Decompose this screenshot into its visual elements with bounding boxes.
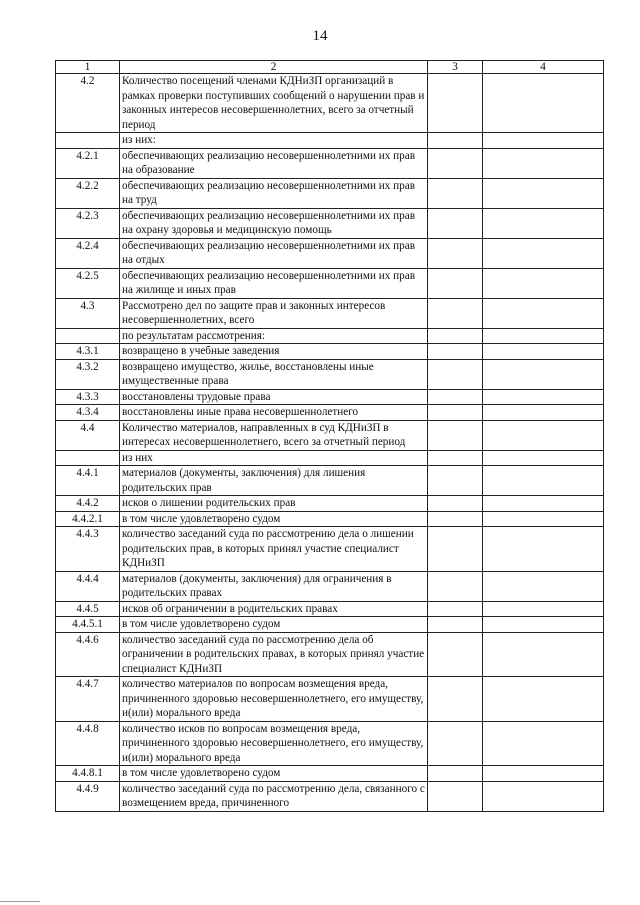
row-number: 4.4.2 [56,496,120,512]
row-number: 4.3 [56,298,120,328]
row-indicator-text: восстановлены иные права несовершеннолетнего [120,405,428,421]
row-value-col3 [428,268,483,298]
row-value-col3 [428,617,483,633]
row-number: 4.3.3 [56,389,120,405]
row-number: 4.4.8.1 [56,766,120,782]
row-indicator-text: обеспечивающих реализацию несовершеннолетними их прав на жилище и иных прав [120,268,428,298]
row-value-col4 [483,344,604,360]
column-header-4: 4 [483,61,604,74]
row-value-col4 [483,617,604,633]
column-header-3: 3 [428,61,483,74]
row-number: 4.2 [56,74,120,133]
row-indicator-text: количество заседаний суда по рассмотрению дела о лишении родительских прав, в которых принял участие специалист КДНиЗП [120,527,428,572]
row-value-col3 [428,766,483,782]
table-row [56,238,604,268]
table-row [56,389,604,405]
row-number: 4.3.1 [56,344,120,360]
table-body [56,74,604,812]
row-number: 4.4.4 [56,571,120,601]
row-indicator-text: возвращено в учебные заведения [120,344,428,360]
table-row [56,405,604,421]
row-indicator-text: количество заседаний суда по рассмотрению дела об ограничении в родительских правах, в которых принял участие специалист КДНиЗП [120,632,428,677]
table-row [56,208,604,238]
row-number: 4.2.5 [56,268,120,298]
row-number: 4.4.2.1 [56,511,120,527]
row-number: 4.3.4 [56,405,120,421]
row-number: 4.2.1 [56,148,120,178]
row-indicator-text: возвращено имущество, жилье, восстановлены иные имущественные права [120,359,428,389]
row-number: 4.4.3 [56,527,120,572]
table-row [56,133,604,149]
row-value-col3 [428,601,483,617]
table-row [56,766,604,782]
row-value-col4 [483,601,604,617]
row-value-col3 [428,721,483,766]
row-value-col3 [428,571,483,601]
row-indicator-text: в том числе удовлетворено судом [120,511,428,527]
table-row [56,148,604,178]
column-header-2: 2 [120,61,428,74]
row-number: 4.4.6 [56,632,120,677]
row-indicator-text: количество материалов по вопросам возмещения вреда, причиненного здоровью несовершеннолетнего, его имуществу, и(или) морального вреда [120,677,428,722]
table-row [56,74,604,133]
row-value-col3 [428,405,483,421]
row-number: 4.4.8 [56,721,120,766]
row-indicator-text: в том числе удовлетворено судом [120,766,428,782]
table-row [56,721,604,766]
row-value-col4 [483,466,604,496]
row-number: 4.3.2 [56,359,120,389]
row-number: 4.2.2 [56,178,120,208]
row-value-col3 [428,632,483,677]
row-indicator-text: исков об ограничении в родительских правах [120,601,428,617]
row-value-col3 [428,74,483,133]
row-value-col4 [483,359,604,389]
row-number: 4.4.5 [56,601,120,617]
row-indicator-text: исков о лишении родительских прав [120,496,428,512]
table-row [56,420,604,450]
column-header-1: 1 [56,61,120,74]
row-value-col4 [483,389,604,405]
row-value-col3 [428,148,483,178]
row-indicator-text: материалов (документы, заключения) для лишения родительских прав [120,466,428,496]
table-row [56,527,604,572]
row-number: 4.4 [56,420,120,450]
row-indicator-text: количество заседаний суда по рассмотрению дела, связанного с возмещением вреда, причиненного [120,781,428,811]
table-row [56,781,604,811]
row-value-col4 [483,677,604,722]
table-row [56,632,604,677]
row-value-col4 [483,298,604,328]
row-value-col3 [428,208,483,238]
row-number: 4.4.9 [56,781,120,811]
row-value-col3 [428,677,483,722]
row-value-col3 [428,420,483,450]
row-value-col3 [428,511,483,527]
table-row [56,268,604,298]
row-number: 4.2.4 [56,238,120,268]
row-value-col3 [428,466,483,496]
row-value-col4 [483,632,604,677]
table-row [56,344,604,360]
row-value-col4 [483,571,604,601]
row-value-col4 [483,766,604,782]
row-value-col3 [428,238,483,268]
row-value-col4 [483,238,604,268]
row-indicator-text: обеспечивающих реализацию несовершеннолетними их прав на отдых [120,238,428,268]
row-number [56,133,120,149]
row-value-col4 [483,405,604,421]
row-indicator-text: восстановлены трудовые права [120,389,428,405]
table-header-row [56,61,604,74]
row-indicator-text: Количество посещений членами КДНиЗП организаций в рамках проверки поступивших сообщений о нарушении прав и законных интересов несовершеннолетних, всего за отчетный период [120,74,428,133]
row-value-col3 [428,450,483,466]
row-value-col3 [428,496,483,512]
row-number: 4.4.7 [56,677,120,722]
row-value-col3 [428,344,483,360]
table-row [56,359,604,389]
row-value-col4 [483,511,604,527]
table-row [56,298,604,328]
table-row [56,178,604,208]
row-value-col3 [428,359,483,389]
row-value-col3 [428,178,483,208]
row-number: 4.4.1 [56,466,120,496]
page-number: 14 [312,28,328,44]
page-edge-mark [0,901,40,905]
row-value-col4 [483,268,604,298]
row-value-col3 [428,527,483,572]
row-number: 4.2.3 [56,208,120,238]
report-table [55,60,604,812]
row-number: 4.4.5.1 [56,617,120,633]
row-value-col3 [428,298,483,328]
table-row [56,328,604,344]
table-row [56,466,604,496]
row-value-col3 [428,328,483,344]
row-indicator-text: в том числе удовлетворено судом [120,617,428,633]
row-value-col3 [428,133,483,149]
table-row [56,511,604,527]
row-indicator-text: количество исков по вопросам возмещения вреда, причиненного здоровью несовершеннолетнего, его имуществу, и(или) морального вреда [120,721,428,766]
row-indicator-text: материалов (документы, заключения) для ограничения в родительских правах [120,571,428,601]
row-value-col4 [483,178,604,208]
row-number [56,328,120,344]
row-value-col4 [483,450,604,466]
table-row [56,450,604,466]
row-value-col4 [483,721,604,766]
table-row [56,571,604,601]
row-indicator-text: обеспечивающих реализацию несовершеннолетними их прав на охрану здоровья и медицинскую помощь [120,208,428,238]
row-value-col4 [483,148,604,178]
row-value-col3 [428,389,483,405]
row-number [56,450,120,466]
row-value-col3 [428,781,483,811]
row-value-col4 [483,208,604,238]
row-indicator-text: обеспечивающих реализацию несовершеннолетними их прав на труд [120,178,428,208]
row-indicator-text: Рассмотрено дел по защите прав и законных интересов несовершеннолетних, всего [120,298,428,328]
row-value-col4 [483,328,604,344]
row-value-col4 [483,420,604,450]
row-value-col4 [483,781,604,811]
row-indicator-text: обеспечивающих реализацию несовершеннолетними их прав на образование [120,148,428,178]
row-indicator-text: Количество материалов, направленных в суд КДНиЗП в интересах несовершеннолетнего, всего за отчетный период [120,420,428,450]
row-value-col4 [483,496,604,512]
row-indicator-text: из них: [120,133,428,149]
row-value-col4 [483,133,604,149]
table-row [56,601,604,617]
table-row [56,496,604,512]
row-value-col4 [483,527,604,572]
table-row [56,617,604,633]
table-row [56,677,604,722]
row-indicator-text: из них [120,450,428,466]
row-value-col4 [483,74,604,133]
row-indicator-text: по результатам рассмотрения: [120,328,428,344]
